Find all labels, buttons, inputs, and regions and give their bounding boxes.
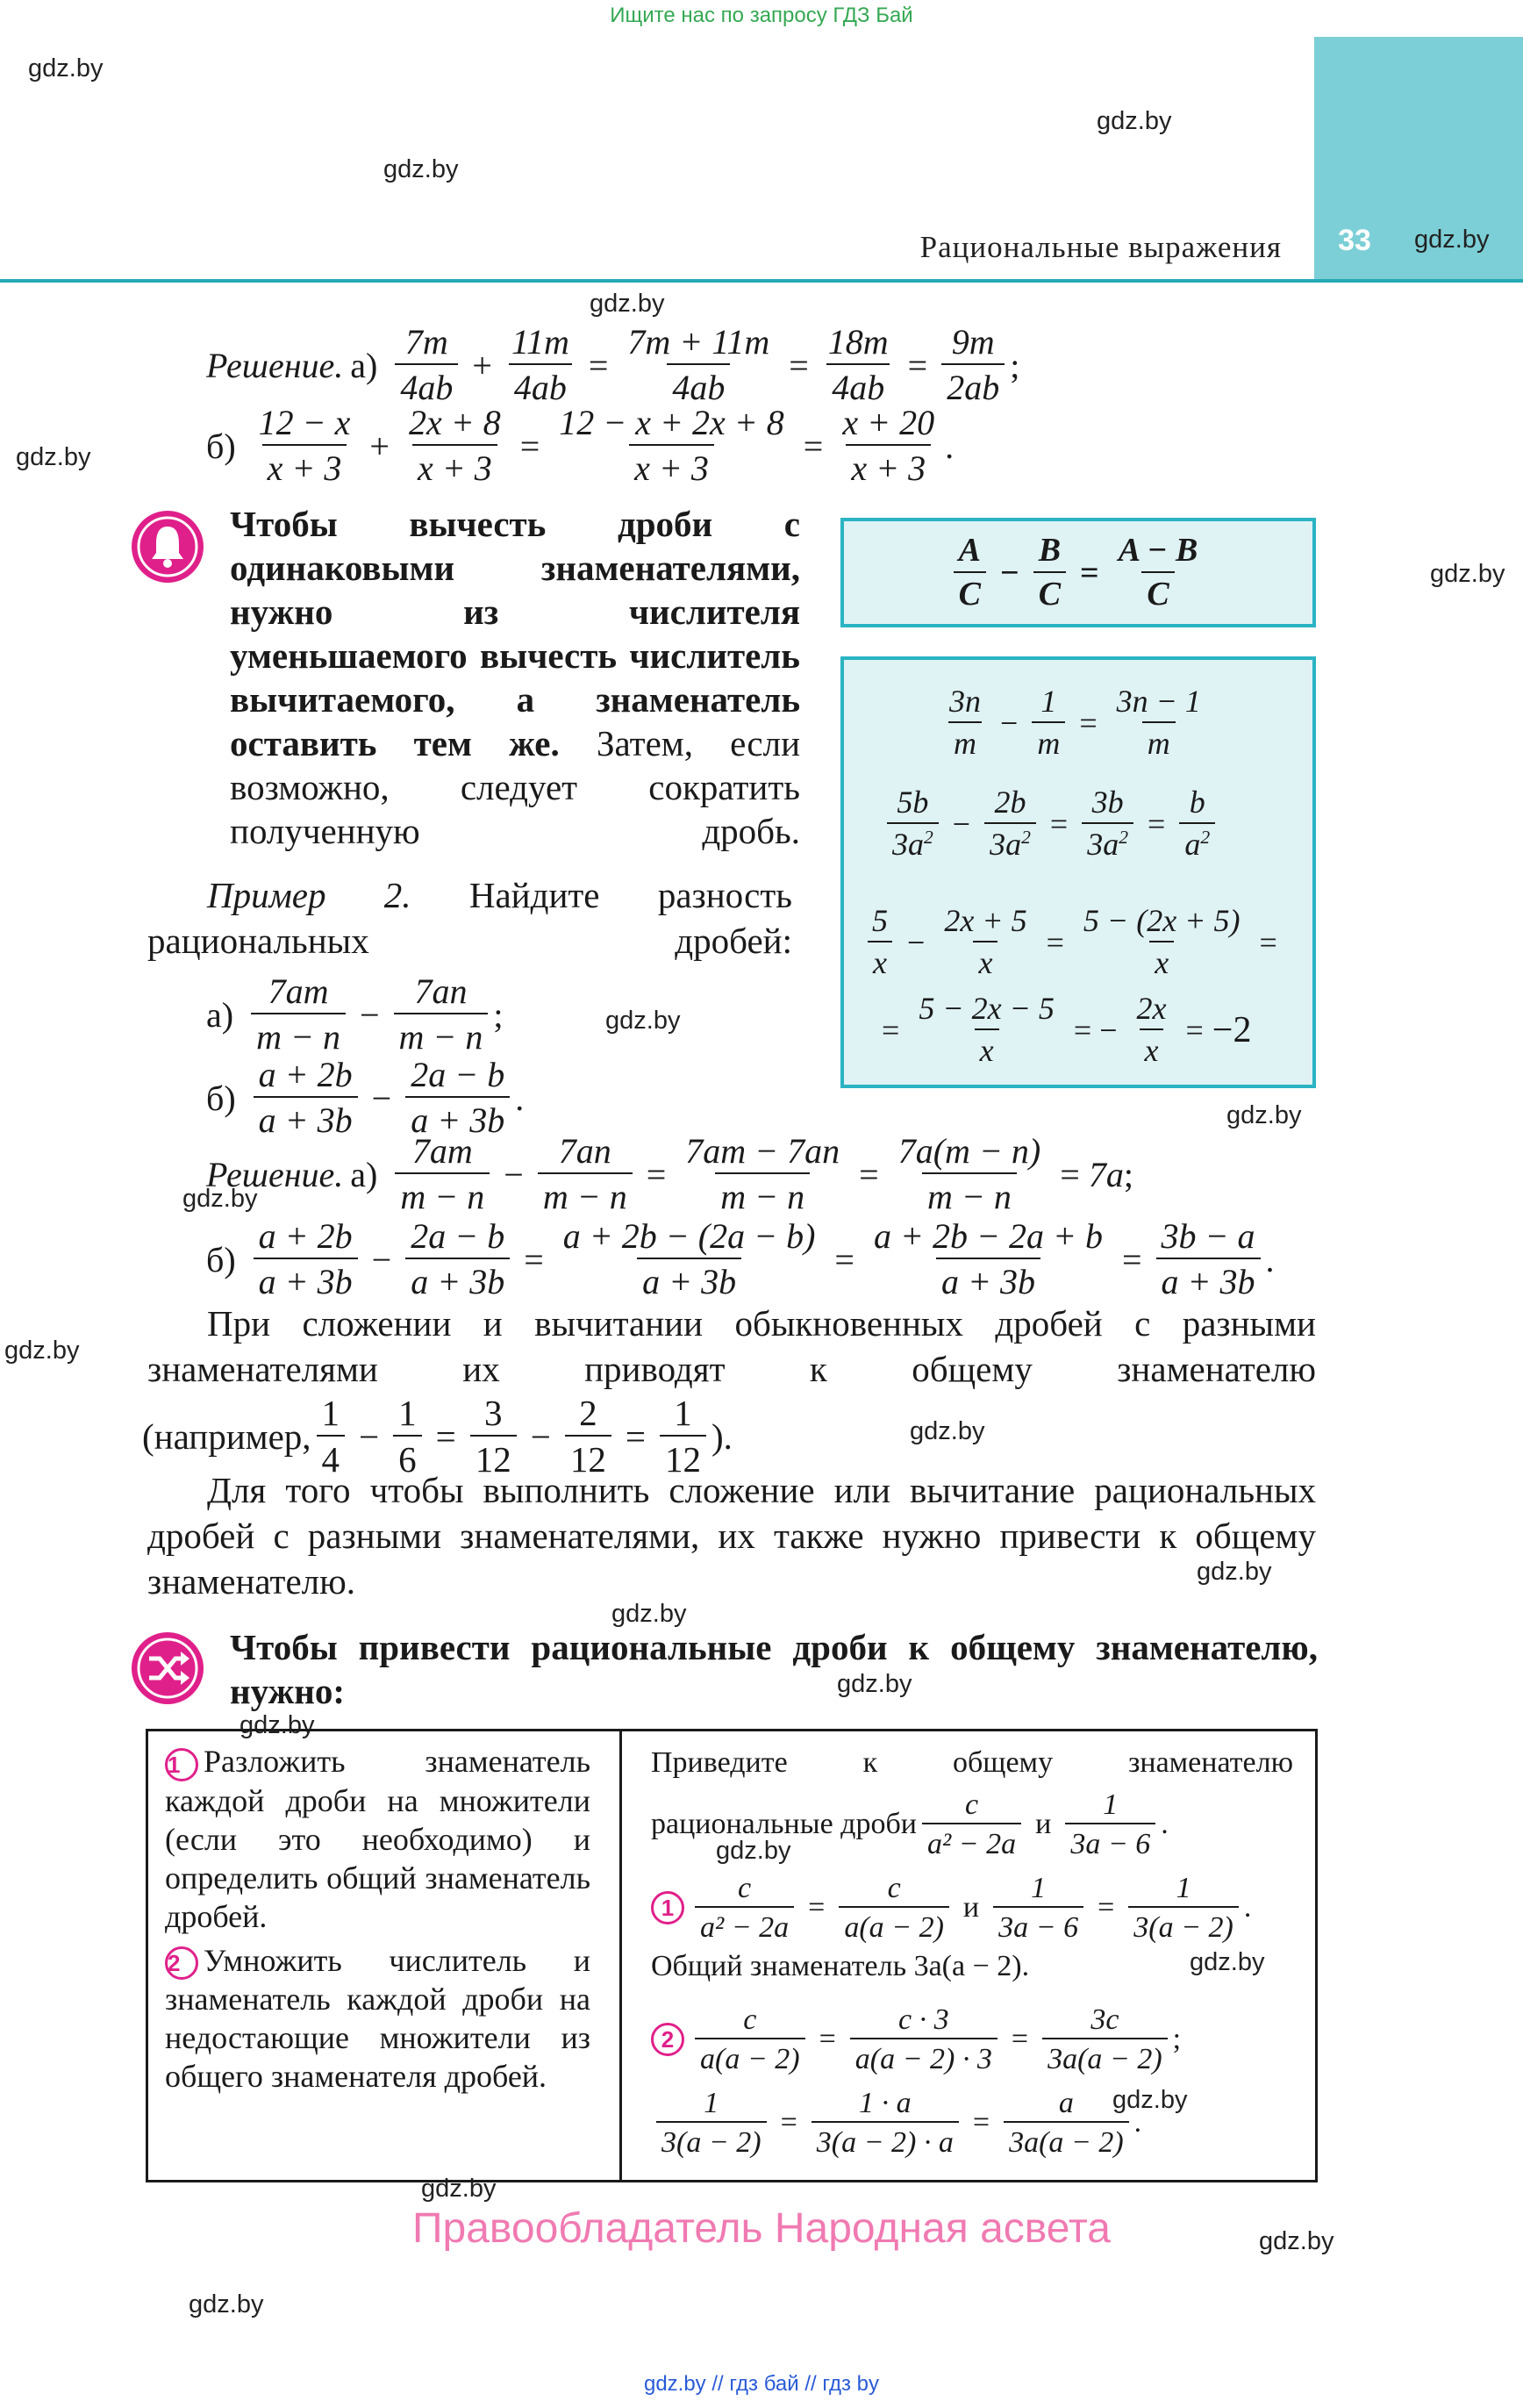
numerator: 7am (268, 971, 329, 1011)
operator: − (359, 994, 380, 1035)
numerator: a + 2b − (2a − b) (562, 1216, 816, 1256)
watermark: gdz.by (1112, 2086, 1188, 2114)
denominator: m (948, 721, 982, 762)
numerator: a (1058, 2087, 1074, 2119)
numerator: x + 20 (842, 403, 935, 442)
denominator: m − n (251, 1013, 346, 1057)
fraction (954, 533, 986, 613)
operator: − (1000, 554, 1019, 591)
numerator: 7m + 11m (627, 322, 770, 362)
denominator: a(a − 2) · 3 (850, 2038, 997, 2075)
denominator: C (1141, 571, 1174, 613)
numerator: 1 (321, 1393, 340, 1433)
example2-text: Пример 2. Найдите разность рациональных дробей: (147, 875, 792, 961)
denominator: $a^2$ (1179, 822, 1215, 863)
numerator: 2x (1136, 991, 1167, 1026)
numerator: 5 − 2x − 5 (919, 991, 1055, 1026)
denominator: $3a^2$ (887, 822, 939, 863)
numerator: c · 3 (898, 2003, 949, 2036)
denominator: x (868, 941, 892, 981)
steps-divider (619, 1729, 622, 2182)
rule-subtract-same-denominator: Чтобы вычесть дроби с одинаковыми знаменателями, нужно из числителя уменьшаемого вычесть числитель вычитаемого, а знаменатель оставить тем же. Затем, если возможно, следует сократить полученную дробь. (230, 504, 801, 851)
denominator: C (954, 571, 986, 613)
operator: − (371, 1239, 392, 1279)
operator: = (1060, 1154, 1080, 1194)
fraction (695, 1872, 794, 1945)
denominator: a + 3b (254, 1096, 358, 1140)
page-number: 33 (1338, 224, 1371, 257)
example2-b: б) $\frac{a + 2b}{a + 3b}$ − $\frac{2a - b}{a + 3b}$ . (206, 1055, 525, 1140)
operator: и (1035, 1808, 1052, 1841)
denominator: x + 3 (262, 444, 347, 488)
denominator: m − n (538, 1172, 633, 1216)
denominator: m − n (394, 1013, 489, 1057)
result: −2 (1212, 1009, 1252, 1050)
operator: − (952, 806, 971, 842)
operator: − (359, 1416, 380, 1458)
fraction (558, 1217, 821, 1301)
fraction (850, 2003, 997, 2076)
fraction (993, 1872, 1083, 1945)
operator: = − (1073, 1012, 1118, 1048)
numerator: 1 (398, 1393, 417, 1433)
item-label: б) (206, 426, 236, 466)
numerator: 1 (1040, 684, 1057, 719)
operator: = (1148, 806, 1166, 842)
fraction (1132, 992, 1172, 1068)
fraction (887, 785, 939, 862)
fraction (867, 904, 893, 980)
operator: − (504, 1154, 524, 1194)
numerator: c (887, 1872, 901, 1904)
steps-list (165, 1742, 590, 2096)
numerator: a + 2b (258, 1216, 353, 1256)
step-number-1: 1 (165, 1748, 198, 1781)
watermark: gdz.by (189, 2290, 264, 2318)
fraction (254, 404, 356, 488)
operator: = (834, 1239, 854, 1279)
operator: = (435, 1416, 456, 1458)
numerator: 3c (1090, 2003, 1119, 2036)
solution2-b: б) $\frac{a + 2b}{a + 3b}$ − $\frac{2a - b}{a + 3b}$ = $\frac{a + 2b - (2a - b)}{a + 3b}$ = $\frac{a + 2b - 2a + b}{a + 3b}$ = $\frac{3b - a}{a + 3b}$ . (206, 1216, 1275, 1301)
shuffle-icon (132, 1632, 204, 1704)
numerator: 2x + 5 (944, 903, 1027, 938)
watermark: gdz.by (1197, 1558, 1272, 1586)
solution-label: Решение. (206, 345, 344, 385)
numerator: 5 − (2x + 5) (1083, 903, 1241, 938)
operator: = (524, 1239, 544, 1279)
numerator: 7am (411, 1131, 473, 1171)
denominator: a(a − 2) (695, 2038, 805, 2075)
fraction (893, 1132, 1047, 1216)
operator: = (808, 1891, 826, 1924)
denominator: a² − 2a (695, 1906, 794, 1944)
denominator: x + 3 (629, 444, 714, 488)
fraction (939, 904, 1032, 980)
numerator: B (1038, 531, 1062, 569)
fraction (254, 1217, 358, 1301)
numerator: 3n (949, 684, 981, 719)
denominator: 3a − 6 (1065, 1823, 1155, 1860)
numerator: A (958, 531, 982, 569)
operator: = (1185, 1012, 1204, 1048)
denominator: 4ab (667, 363, 730, 407)
denominator: m − n (922, 1172, 1017, 1216)
fraction (837, 404, 940, 488)
fraction (1004, 2087, 1129, 2160)
fraction (405, 1056, 510, 1140)
fraction (395, 1132, 490, 1216)
operator: = (972, 2106, 990, 2139)
denominator: 6 (393, 1435, 422, 1480)
numerator: 3b − a (1161, 1216, 1255, 1256)
operator: = (1098, 1891, 1115, 1924)
fraction (869, 1217, 1108, 1301)
solution1-a: Решение. а) $\frac{7m}{4ab}$ + $\frac{11m}{4ab}$ = $\frac{7m + 11m}{4ab}$ = $\frac{18m}{4ab}$ = $\frac{9m}{2ab}$ ; (206, 322, 1020, 407)
operator: − (371, 1078, 392, 1118)
numerator: A − B (1118, 531, 1198, 569)
step-number-2: 2 (651, 2023, 684, 2056)
fraction (1065, 1788, 1155, 1861)
watermark: gdz.by (1259, 2227, 1334, 2255)
numerator: 7m (404, 322, 448, 362)
numerator: 1 (674, 1393, 692, 1433)
item-label: а) (350, 1154, 378, 1194)
paragraph-example: (например, $\frac{1}{4}$ − $\frac{1}{6}$ = $\frac{3}{12}$ − $\frac{2}{12}$ = $\frac{1}{12}$ ). (142, 1393, 733, 1480)
fraction (1156, 1217, 1261, 1301)
operator: = (1079, 705, 1098, 741)
numerator: a + 2b − 2a + b (873, 1216, 1103, 1256)
fraction (622, 323, 775, 407)
step-1: 1 Разложить знаменатель каждой дроби на множители (если это необходимо) и определить общий знаменатель дробей. (165, 1744, 590, 1934)
example-line-2 (882, 785, 1220, 862)
fraction (538, 1132, 633, 1216)
denominator: x (1140, 1028, 1164, 1069)
numerator: 7an (414, 971, 468, 1011)
task-fractions: рациональные дроби $\frac{c}{\text{a² − 2a}}$ и $\frac{1}{3a - 6}$ . (651, 1788, 1169, 1861)
watermark: gdz.by (16, 443, 91, 471)
operator: = (519, 426, 540, 466)
operator: = (625, 1416, 647, 1458)
fraction (404, 404, 506, 488)
operator: − (1000, 705, 1019, 741)
solution2-a: Решение. а) $\frac{7am}{m - n}$ − $\frac{7an}{m - n}$ = $\frac{7am - 7an}{m - n}$ = $\frac{7a(m - n)}{m - n}$ = 7a ; (206, 1131, 1133, 1216)
numerator: 1 (1031, 1872, 1047, 1904)
fraction (1033, 533, 1066, 613)
numerator: 3 (484, 1393, 503, 1433)
formula-box (840, 518, 1316, 627)
denominator: 3(a − 2) (656, 2121, 767, 2159)
item-label: б) (206, 1239, 236, 1279)
watermark: gdz.by (1414, 226, 1490, 254)
watermark: gdz.by (240, 1711, 315, 1739)
numerator: 2b (994, 785, 1026, 820)
operator: − (530, 1416, 551, 1458)
denominator: 12 (470, 1435, 517, 1480)
fraction (812, 2087, 959, 2160)
operator: + (369, 426, 390, 466)
numerator: 1 (1176, 1872, 1191, 1904)
numerator: 2x + 8 (408, 403, 501, 442)
example-line-1 (939, 684, 1212, 761)
fraction (1078, 904, 1246, 980)
numerator: 3b (1091, 785, 1124, 820)
denominator: x (973, 941, 997, 981)
denominator: a + 3b (637, 1258, 741, 1301)
fraction (695, 2003, 805, 2076)
denominator: m − n (395, 1172, 490, 1216)
running-title: Рациональные выражения (919, 230, 1282, 264)
example-line-4 (873, 992, 1251, 1068)
numerator: c (964, 1788, 979, 1821)
operator: = (1011, 2023, 1029, 2056)
denominator: 3(a − 2) · a (812, 2121, 959, 2159)
rule-common-denominator: Чтобы привести рациональные дроби к общему знаменателю, нужно: (230, 1627, 1318, 1711)
denominator: a + 3b (254, 1258, 358, 1301)
fraction (1042, 2003, 1168, 2076)
watermark: gdz.by (910, 1417, 985, 1445)
watermark: gdz.by (1430, 560, 1505, 588)
denominator: a² − 2a (922, 1823, 1021, 1860)
watermark: gdz.by (605, 1007, 681, 1035)
watermark: gdz.by (837, 1670, 912, 1698)
watermark: gdz.by (716, 1837, 791, 1865)
fraction (839, 1872, 949, 1945)
item-label: а) (350, 345, 378, 385)
denominator: 2ab (941, 363, 1005, 407)
numerator: 7an (558, 1131, 611, 1171)
numerator: 18m (827, 322, 889, 362)
watermark: gdz.by (4, 1337, 80, 1365)
operator: + (472, 345, 492, 385)
operator: = (780, 2106, 797, 2139)
numerator: 7a(m − n) (897, 1131, 1041, 1171)
task-step-1: 1 $\frac{c}{\text{a² − 2a}}$ = $\frac{c}{a(a - 2)}$ и $\frac{1}{3a - 6}$ = $\frac{1}{3(a - 2)}$ . (651, 1872, 1251, 1945)
fraction (254, 1056, 358, 1140)
watermark: gdz.by (590, 290, 665, 318)
step-2: 2 Умножить числитель и знаменатель каждой дроби на недостающие множители из общего знаменателя дробей. (165, 1942, 590, 2095)
denominator: a + 3b (405, 1258, 510, 1301)
example2-a: а) $\frac{7am}{m - n}$ − $\frac{7an}{m - n}$ ; (206, 971, 504, 1057)
denominator: $3a^2$ (984, 822, 1036, 863)
numerator: a + 2b (258, 1055, 353, 1094)
denominator: 3a − 6 (993, 1906, 1083, 1944)
numerator: 2a − b (411, 1055, 505, 1094)
fraction (944, 684, 986, 761)
denominator: m (1032, 721, 1065, 762)
operator: = (907, 345, 928, 385)
operator: = (1046, 924, 1064, 960)
denominator: a + 3b (405, 1096, 510, 1140)
denominator: 4ab (826, 363, 890, 407)
item-label: а) (206, 994, 234, 1035)
denominator: 4ab (509, 363, 572, 407)
operator: − (907, 924, 926, 960)
bell-icon (132, 511, 204, 583)
item-label: б) (206, 1078, 236, 1118)
task-step-2b: $\frac{1}{3(a - 2)}$ = $\frac{1 \cdot a}{3(a - 2) \cdot a}$ = $\frac{a}{3a(a - 2)}$ . (651, 2087, 1141, 2160)
task-step-2a: 2 $\frac{c}{a(a - 2)}$ = $\frac{c \cdot 3}{a(a - 2) \cdot 3}$ = $\frac{3c}{3a(a - 2)}$ ; (651, 2003, 1181, 2076)
watermark: gdz.by (182, 1185, 258, 1213)
denominator: m − n (715, 1172, 810, 1216)
denominator: a(a − 2) (839, 1906, 949, 1944)
operator: = (803, 426, 824, 466)
fraction (984, 785, 1036, 862)
watermark: gdz.by (1097, 107, 1172, 135)
numerator: c (743, 2003, 757, 2036)
fraction (1082, 785, 1133, 862)
fraction (1113, 533, 1204, 613)
watermark: gdz.by (1226, 1101, 1302, 1129)
denominator: x (1149, 941, 1174, 981)
numerator: 12 − x (258, 403, 351, 442)
fraction (680, 1132, 845, 1216)
numerator: 5 (872, 903, 888, 938)
fraction (656, 2087, 767, 2160)
operator: = (819, 2023, 836, 2056)
denominator: 12 (565, 1435, 611, 1480)
denominator: C (1033, 571, 1066, 613)
watermark: gdz.by (28, 54, 104, 82)
numerator: 1 · a (859, 2087, 912, 2119)
step-number-2: 2 (165, 1946, 198, 1980)
copyright: Правообладатель Народная асвета (412, 2205, 1111, 2252)
denominator: 12 (660, 1435, 706, 1480)
example-line-3 (862, 904, 1286, 980)
fraction (395, 323, 458, 407)
header-rule (0, 279, 1523, 283)
operator: = (1080, 554, 1099, 591)
denominator: 4 (317, 1435, 346, 1480)
fraction (1032, 684, 1065, 761)
numerator: 11m (511, 322, 569, 362)
denominator: x (975, 1028, 999, 1069)
numerator: b (1189, 785, 1205, 820)
numerator: 2 (579, 1393, 597, 1433)
denominator: 3a(a − 2) (1004, 2121, 1129, 2159)
operator: = (1049, 806, 1069, 842)
operator: и (962, 1891, 980, 1924)
denominator: a + 3b (936, 1258, 1040, 1301)
solution1-b: б) $\frac{12 - x}{x + 3}$ + $\frac{2x + 8}{x + 3}$ = $\frac{12 - x + 2x + 8}{x + 3}$ = $\frac{x + 20}{x + 3}$ . (206, 403, 955, 488)
operator: = (789, 345, 809, 385)
fraction (554, 404, 789, 488)
fraction (394, 972, 489, 1057)
operator: = (859, 1154, 879, 1194)
watermark: gdz.by (383, 155, 459, 183)
operator: = (588, 345, 609, 385)
numerator: 9m (951, 322, 995, 362)
numerator: c (738, 1872, 752, 1904)
numerator: 3n − 1 (1116, 684, 1201, 719)
operator: = (646, 1154, 667, 1194)
denominator: a + 3b (1156, 1258, 1261, 1301)
top-banner[interactable]: Ищите нас по запросу ГДЗ Бай (610, 4, 913, 27)
watermark: gdz.by (1190, 1948, 1265, 1976)
task-text: Приведите к общему знаменателю (651, 1746, 1293, 1779)
numerator: 7am − 7an (685, 1131, 840, 1171)
watermark: gdz.by (421, 2175, 497, 2203)
step-number-1: 1 (651, 1891, 684, 1924)
numerator: 12 − x + 2x + 8 (559, 403, 784, 442)
fraction (251, 972, 346, 1057)
fraction (1128, 1872, 1239, 1945)
footer-links[interactable]: gdz.by // гдз бай // гдз by (643, 2372, 880, 2396)
fraction (922, 1788, 1021, 1861)
watermark: gdz.by (611, 1600, 687, 1628)
fraction (405, 1217, 510, 1301)
numerator: 5b (897, 785, 929, 820)
denominator: x + 3 (846, 444, 931, 488)
denominator: x + 3 (412, 444, 497, 488)
fraction (1179, 785, 1215, 862)
paragraph-different-denominators: Для того чтобы выполнить сложение или вычитание рациональных дробей с разными знаменателями, их также нужно привести к общему знаменателю. (147, 1470, 1316, 1602)
fraction (823, 323, 894, 407)
fraction (941, 323, 1005, 407)
denominator: m (1142, 721, 1176, 762)
fraction (506, 323, 575, 407)
denominator: 4ab (395, 363, 458, 407)
operator: = (1121, 1239, 1142, 1279)
operator: = (882, 1012, 900, 1048)
common-denominator-text: Общий знаменатель 3a(a − 2). (651, 1950, 1030, 1982)
numerator: 1 (1103, 1788, 1119, 1821)
fraction (913, 992, 1060, 1068)
operator: = (1259, 924, 1277, 960)
denominator: 3a(a − 2) (1042, 2038, 1168, 2075)
denominator: 3(a − 2) (1128, 1906, 1239, 1944)
numerator: 2a − b (411, 1216, 505, 1256)
paragraph-common-denominator: При сложении и вычитании обыкновенных дробей с разными знаменателями их приводят к общему знаменателю (147, 1303, 1316, 1389)
denominator: $3a^2$ (1082, 822, 1133, 863)
fraction (1112, 684, 1206, 761)
numerator: 1 (704, 2087, 719, 2119)
